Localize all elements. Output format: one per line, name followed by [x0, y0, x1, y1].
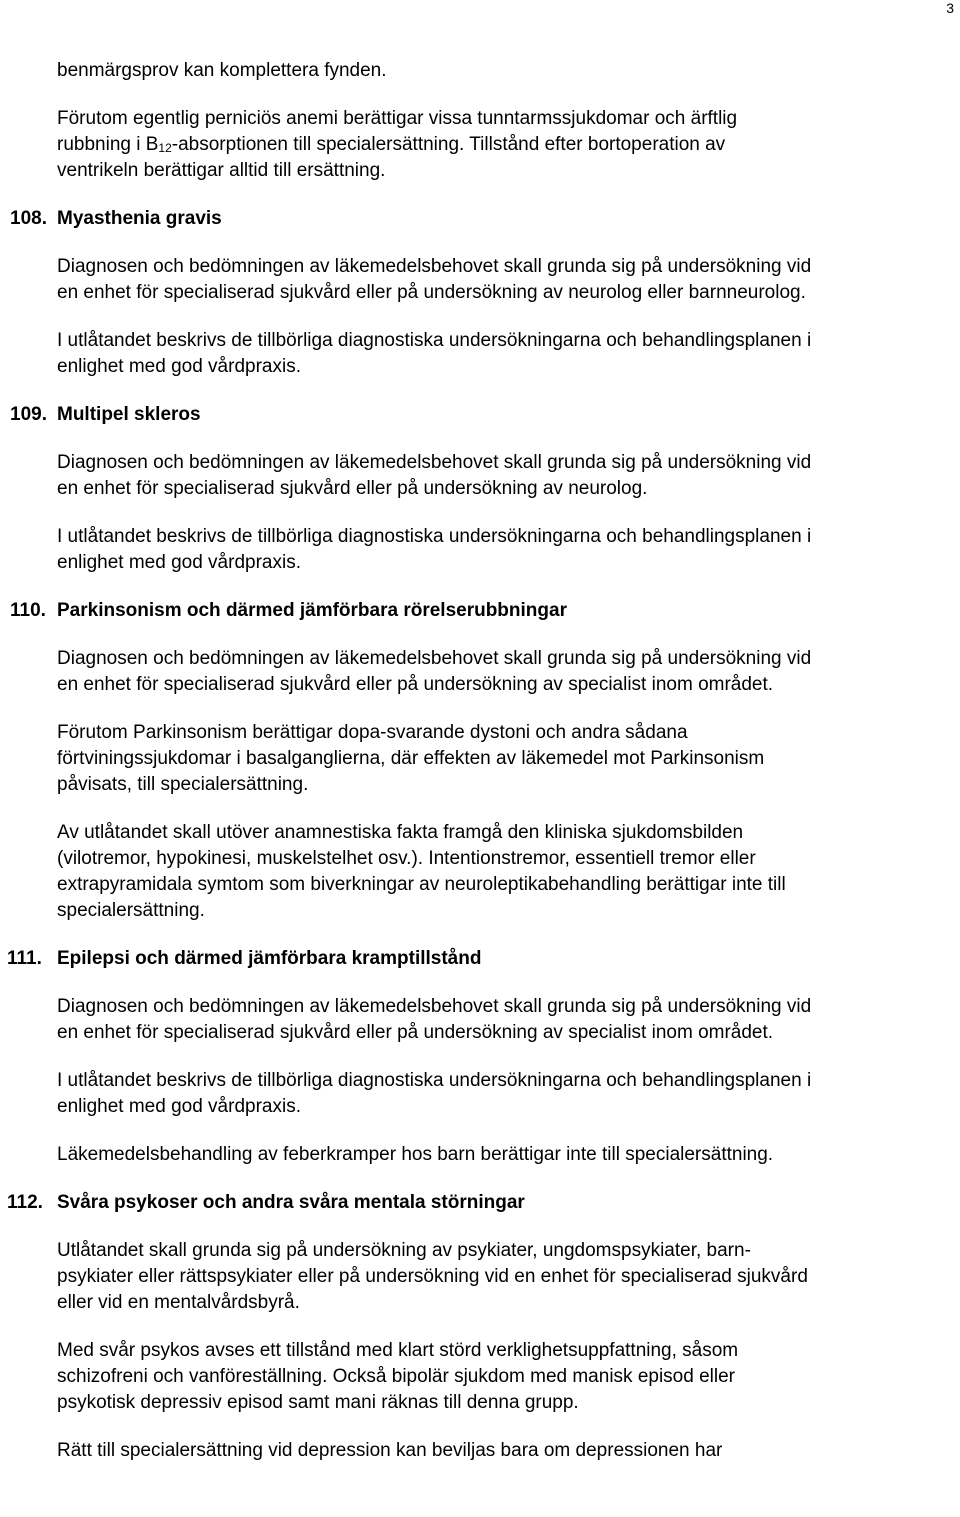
- paragraph: Diagnosen och bedömningen av läkemedelsbehovet skall grunda sig på undersökning vid en enhet för specialiserad sjukvård eller på undersökning av specialist inom området.: [57, 648, 812, 695]
- section-title: Epilepsi och därmed jämförbara kramptillstånd: [57, 948, 482, 969]
- paragraph: Med svår psykos avses ett tillstånd med klart störd verklighetsuppfattning, såsom schizofreni och vanföreställning. Också bipolär sjukdom med manisk episod eller psykotisk depressiv episod samt mani räknas till denna grupp.: [57, 1340, 739, 1413]
- section-title: Multipel skleros: [57, 404, 201, 425]
- intro-paragraph-2: Förutom egentlig perniciös anemi berättigar vissa tunntarmssjukdomar och ärftlig rubbning i $B_{12}$-absorptionen till specialersättning. Tillstånd efter bortoperation av ventrikeln berättigar alltid till ersättning.: [57, 108, 738, 181]
- section-number: 110.: [10, 600, 46, 621]
- paragraph: Diagnosen och bedömningen av läkemedelsbehovet skall grunda sig på undersökning vid en enhet för specialiserad sjukvård eller på undersökning av neurolog eller barnneurolog.: [57, 256, 812, 303]
- section-heading-108: [10, 206, 957, 232]
- intro-paragraph-1: benmärgsprov kan komplettera fynden.: [57, 60, 387, 81]
- section-heading-109: [10, 402, 957, 428]
- section-title: Svåra psykoser och andra svåra mentala störningar: [57, 1192, 525, 1213]
- section-number: 108.: [10, 208, 47, 229]
- paragraph: I utlåtandet beskrivs de tillbörliga diagnostiska undersökningarna och behandlingsplanen i enlighet med god vårdpraxis.: [57, 1070, 812, 1117]
- paragraph: Utlåtandet skall grunda sig på undersökning av psykiater, ungdomspsykiater, barn- psykiater eller rättspsykiater eller på undersökning vid en enhet för specialiserad sjukvård eller vid en mentalvårdsbyrå.: [57, 1240, 808, 1313]
- paragraph: Förutom Parkinsonism berättigar dopa-svarande dystoni och andra sådana förtviningssjukdomar i basalganglierna, där effekten av läkemedel mot Parkinsonism påvisats, till specialersättning.: [57, 722, 765, 795]
- paragraph: Av utlåtandet skall utöver anamnestiska fakta framgå den kliniska sjukdomsbilden (vilotremor, hypokinesi, muskelstelhet osv.). Intentionstremor, essentiell tremor eller extrapyramidala symtom som biverkningar av neuroleptikabehandling berättigar inte till specialersättning.: [57, 822, 786, 921]
- paragraph: I utlåtandet beskrivs de tillbörliga diagnostiska undersökningarna och behandlingsplanen i enlighet med god vårdpraxis.: [57, 330, 812, 377]
- section-number: 109.: [10, 404, 47, 425]
- page-number: 3: [946, 0, 954, 16]
- section-number: 112.: [7, 1192, 43, 1213]
- paragraph: Rätt till specialersättning vid depression kan beviljas bara om depressionen har: [57, 1440, 723, 1461]
- paragraph: Diagnosen och bedömningen av läkemedelsbehovet skall grunda sig på undersökning vid en enhet för specialiserad sjukvård eller på undersökning av neurolog.: [57, 452, 812, 499]
- section-number: 111.: [7, 948, 42, 969]
- paragraph: Läkemedelsbehandling av feberkramper hos barn berättigar inte till specialersättning.: [57, 1144, 774, 1165]
- section-title: Myasthenia gravis: [57, 208, 222, 229]
- section-heading-112: [7, 1190, 957, 1216]
- document-body: [7, 58, 957, 1486]
- section-title: Parkinsonism och därmed jämförbara rörelserubbningar: [57, 600, 567, 621]
- section-heading-111: [7, 946, 957, 972]
- subscript-12: 12: [158, 141, 172, 155]
- paragraph: I utlåtandet beskrivs de tillbörliga diagnostiska undersökningarna och behandlingsplanen i enlighet med god vårdpraxis.: [57, 526, 812, 573]
- section-heading-110: [10, 598, 957, 624]
- paragraph: Diagnosen och bedömningen av läkemedelsbehovet skall grunda sig på undersökning vid en enhet för specialiserad sjukvård eller på undersökning av specialist inom området.: [57, 996, 812, 1043]
